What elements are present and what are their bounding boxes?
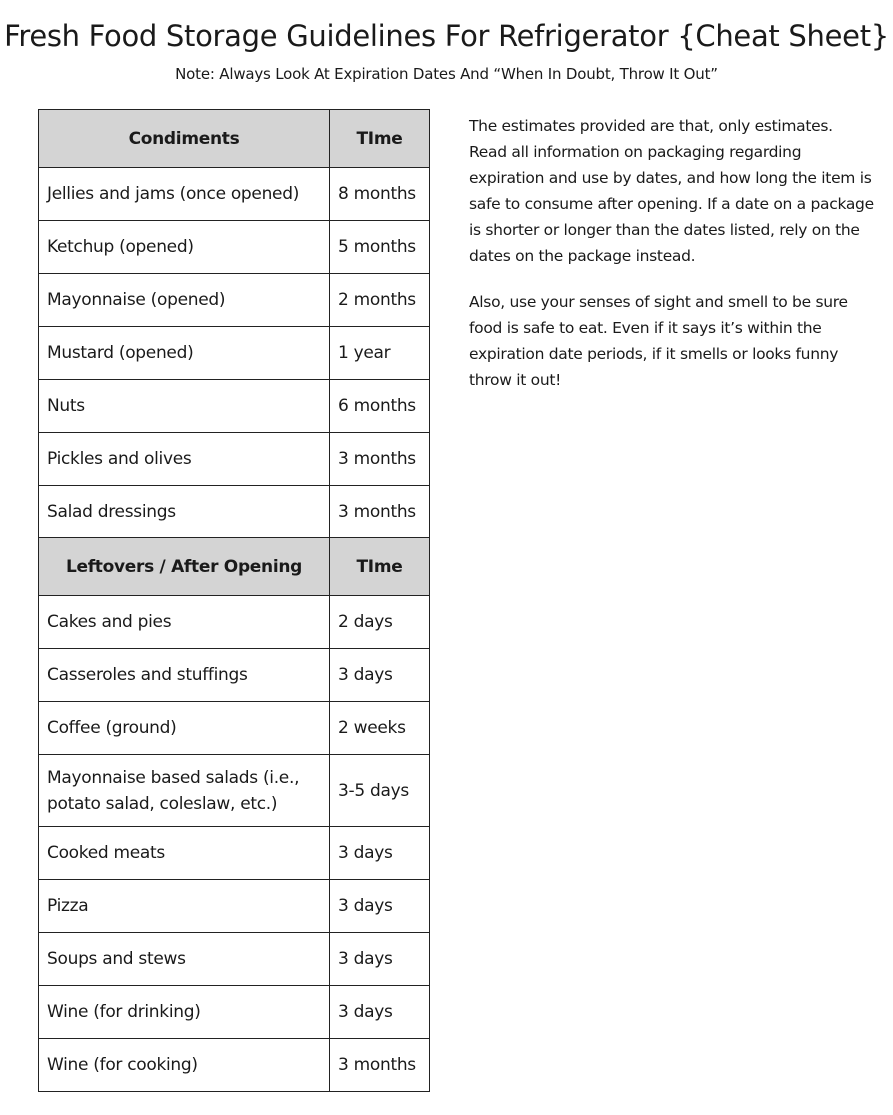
table-header-row — [39, 538, 430, 596]
time-cell: 3 months — [330, 1039, 430, 1092]
item-cell: Mayonnaise (opened) — [39, 274, 330, 327]
item-cell: Ketchup (opened) — [39, 221, 330, 274]
item-cell: Wine (for cooking) — [39, 1039, 330, 1092]
time-cell: 3-5 days — [330, 755, 430, 827]
item-cell: Mustard (opened) — [39, 327, 330, 380]
time-cell: 3 days — [330, 880, 430, 933]
time-cell: 3 days — [330, 986, 430, 1039]
page-note: Note: Always Look At Expiration Dates And “When In Doubt, Throw It Out” — [175, 65, 718, 83]
table-row — [39, 168, 430, 221]
item-cell: Nuts — [39, 380, 330, 433]
table-header-row — [39, 110, 430, 168]
table-row — [39, 1039, 430, 1092]
table-row — [39, 221, 430, 274]
table-row — [39, 702, 430, 755]
table-row — [39, 933, 430, 986]
item-cell: Wine (for drinking) — [39, 986, 330, 1039]
item-cell: Salad dressings — [39, 486, 330, 539]
column-header-time: TIme — [330, 110, 430, 168]
table-row — [39, 880, 430, 933]
item-cell: Mayonnaise based salads (i.e., potato salad, coleslaw, etc.) — [39, 755, 330, 827]
item-cell: Soups and stews — [39, 933, 330, 986]
page-title: Fresh Food Storage Guidelines For Refrigerator {Cheat Sheet} — [4, 19, 889, 53]
item-cell: Casseroles and stuffings — [39, 649, 330, 702]
table-row — [39, 274, 430, 327]
table-row — [39, 380, 430, 433]
time-cell: 5 months — [330, 221, 430, 274]
time-cell: 3 days — [330, 933, 430, 986]
time-cell: 3 days — [330, 827, 430, 880]
time-cell: 6 months — [330, 380, 430, 433]
disclaimer-paragraph: Also, use your senses of sight and smell to be sure food is safe to eat. Even if it says it’s within the expiration date periods, if it smells or looks funny throw it out! — [469, 293, 848, 389]
time-cell: 2 weeks — [330, 702, 430, 755]
leftovers-table — [38, 537, 430, 1092]
table-row — [39, 327, 430, 380]
table-row — [39, 433, 430, 486]
item-cell: Cooked meats — [39, 827, 330, 880]
table-row — [39, 649, 430, 702]
time-cell: 8 months — [330, 168, 430, 221]
item-cell: Pizza — [39, 880, 330, 933]
disclaimer-paragraph: The estimates provided are that, only estimates. Read all information on packaging regarding expiration and use by dates, and how long the item is safe to consume after opening. If a date on a package is shorter or longer than the dates listed, rely on the dates on the package instead. — [469, 117, 874, 265]
table-row — [39, 986, 430, 1039]
time-cell: 3 months — [330, 486, 430, 539]
table-row — [39, 486, 430, 539]
disclaimer-text — [469, 113, 874, 413]
table-row — [39, 827, 430, 880]
condiments-table — [38, 109, 430, 539]
table-row — [39, 755, 430, 827]
table-row — [39, 596, 430, 649]
item-cell: Cakes and pies — [39, 596, 330, 649]
time-cell: 3 days — [330, 649, 430, 702]
column-header-time: TIme — [330, 538, 430, 596]
column-header-item: Leftovers / After Opening — [39, 538, 330, 596]
time-cell: 1 year — [330, 327, 430, 380]
column-header-item: Condiments — [39, 110, 330, 168]
time-cell: 3 months — [330, 433, 430, 486]
time-cell: 2 months — [330, 274, 430, 327]
item-cell: Coffee (ground) — [39, 702, 330, 755]
time-cell: 2 days — [330, 596, 430, 649]
item-cell: Pickles and olives — [39, 433, 330, 486]
item-cell: Jellies and jams (once opened) — [39, 168, 330, 221]
